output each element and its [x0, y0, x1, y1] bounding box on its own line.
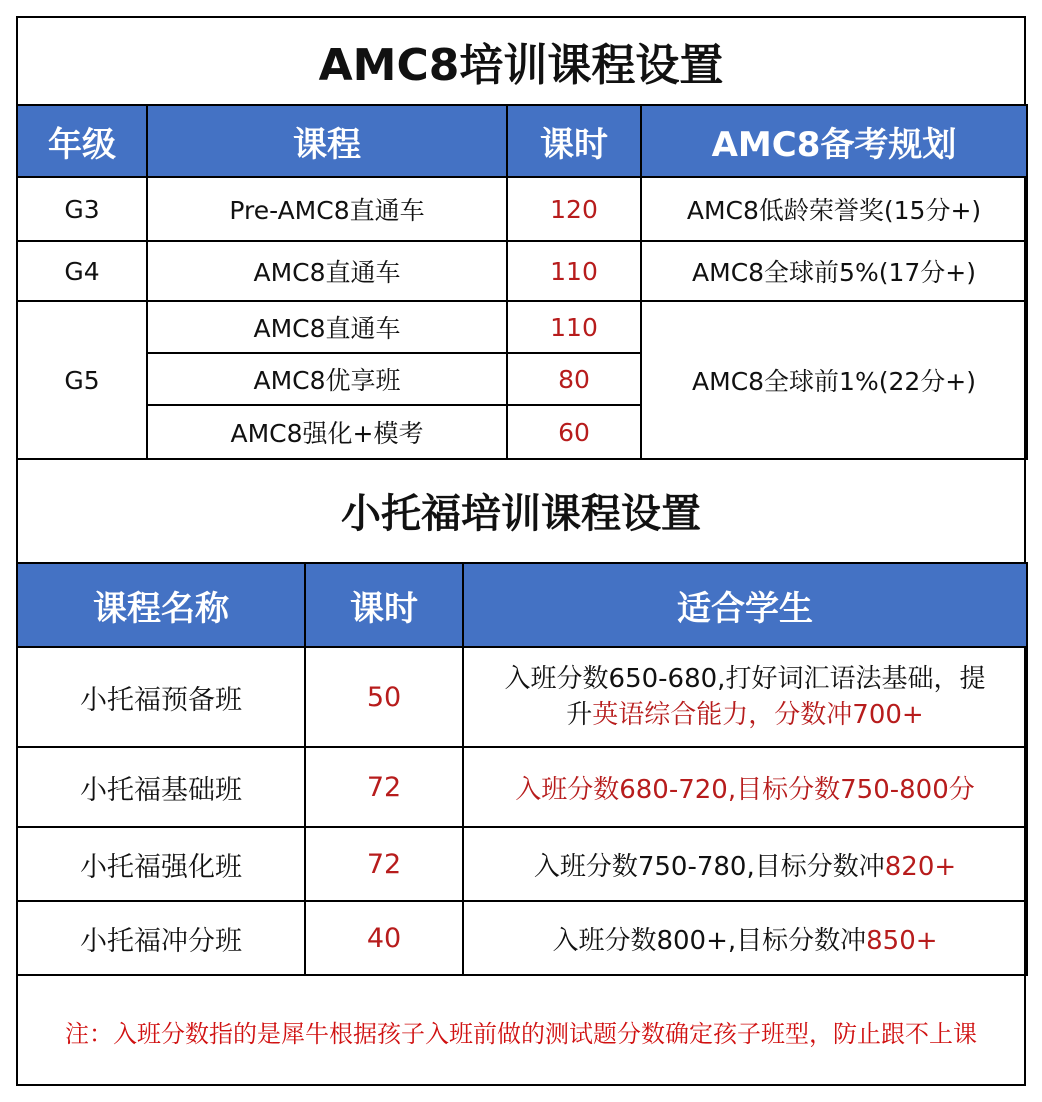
desc-text: 升 [566, 700, 593, 730]
hours-cell: 50 [305, 647, 463, 747]
header-course: 课程 [147, 105, 507, 177]
plan-cell: AMC8全球前1%(22分+) [641, 301, 1027, 459]
desc-highlight: 820+ [884, 851, 957, 882]
footnote: 注：入班分数指的是犀牛根据孩子入班前做的测试题分数确定孩子班型，防止跟不上课 [65, 1019, 977, 1048]
desc-highlight: 850+ [866, 925, 938, 956]
course-cell: Pre-AMC8直通车 [147, 177, 507, 241]
plan-cell: AMC8全球前5%(17分+) [641, 241, 1027, 301]
toefl-course-table [16, 562, 1028, 976]
hours-cell: 60 [507, 405, 641, 459]
header-hours: 课时 [507, 105, 641, 177]
header-plan: AMC8备考规划 [641, 105, 1027, 177]
table-row [17, 827, 1027, 901]
table-row [17, 901, 1027, 975]
header-suitable-students: 适合学生 [463, 563, 1027, 647]
hours-cell: 120 [507, 177, 641, 241]
grade-cell: G5 [17, 301, 147, 459]
table-row [17, 177, 1027, 241]
course-name-cell: 小托福冲分班 [17, 901, 305, 975]
suitable-students-cell [463, 901, 1027, 975]
course-name-cell: 小托福强化班 [17, 827, 305, 901]
amc8-header-row [17, 105, 1027, 177]
grade-cell: G3 [17, 177, 147, 241]
course-cell: AMC8优享班 [147, 353, 507, 405]
amc8-title: AMC8培训课程设置 [318, 40, 724, 91]
desc-highlight: 英语综合能力，分数冲700+ [592, 700, 924, 730]
plan-cell: AMC8低龄荣誉奖(15分+) [641, 177, 1027, 241]
toefl-title: 小托福培训课程设置 [341, 490, 701, 537]
course-name-cell: 小托福基础班 [17, 747, 305, 827]
hours-cell: 110 [507, 301, 641, 353]
hours-cell: 72 [305, 747, 463, 827]
toefl-header-row [17, 563, 1027, 647]
suitable-students-cell [463, 827, 1027, 901]
course-cell: AMC8直通车 [147, 241, 507, 301]
hours-cell: 40 [305, 901, 463, 975]
desc-highlight: 入班分数680-720,目标分数750-800分 [515, 774, 975, 805]
hours-cell: 80 [507, 353, 641, 405]
course-cell: AMC8强化+模考 [147, 405, 507, 459]
course-cell: AMC8直通车 [147, 301, 507, 353]
grade-cell: G4 [17, 241, 147, 301]
table-row [17, 647, 1027, 747]
header-course-name: 课程名称 [17, 563, 305, 647]
suitable-students-cell [463, 747, 1027, 827]
table-row [17, 241, 1027, 301]
desc-text: 入班分数750-780,目标分数冲 [533, 851, 885, 882]
table-row [17, 301, 1027, 353]
desc-text: 入班分数650-680,打好词汇语法基础，提 [504, 663, 986, 694]
suitable-students-cell [463, 647, 1027, 747]
hours-cell: 110 [507, 241, 641, 301]
table-row [17, 747, 1027, 827]
desc-text: 入班分数800+,目标分数冲 [552, 925, 867, 956]
header-hours: 课时 [305, 563, 463, 647]
header-grade: 年级 [17, 105, 147, 177]
amc8-course-table [16, 104, 1028, 460]
course-name-cell: 小托福预备班 [17, 647, 305, 747]
hours-cell: 72 [305, 827, 463, 901]
